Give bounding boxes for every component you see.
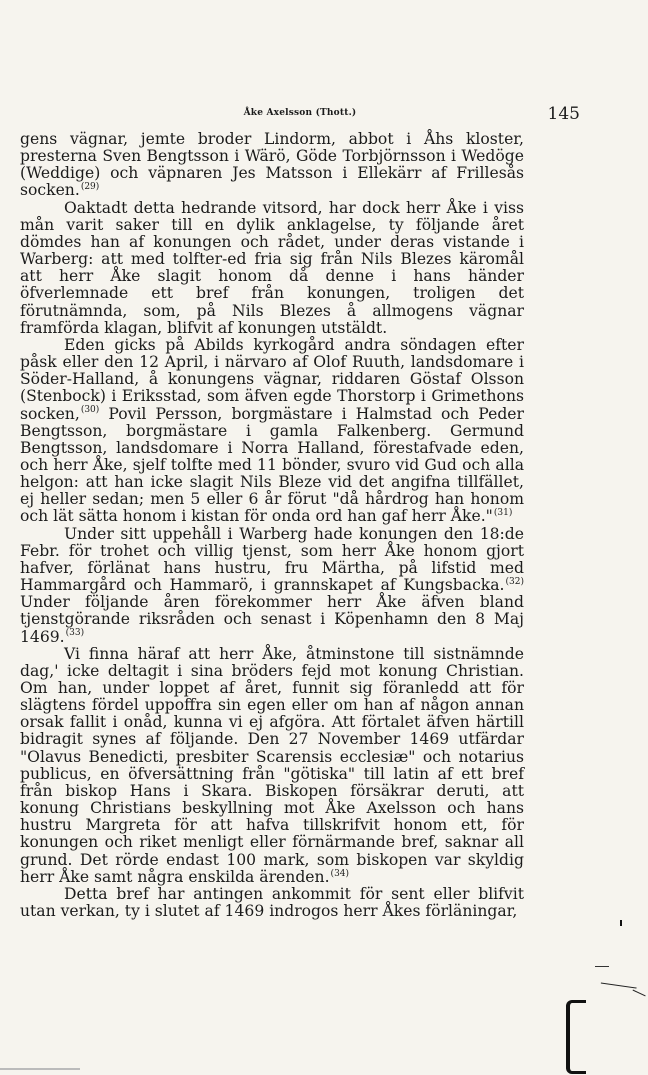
page-edge-flourish — [628, 990, 645, 1006]
footnote-ref: ( $^{29}$ ) — [81, 182, 99, 192]
page-bottom-rule — [0, 1068, 80, 1070]
paragraph-text: Under sitt uppehåll i Warberg hade konungen den 18:de Febr. för trohet och villig tjenst, som herr Åke honom gjort hafver, förlänat hans hustru, fru Märtha, på lifstid med Hammargård och Hammarö, i grannskapet af Kungsbacka. — [20, 524, 524, 595]
page-edge-mark — [620, 920, 622, 926]
paragraph — [20, 526, 524, 646]
paragraph — [20, 337, 524, 526]
paragraph — [20, 886, 524, 920]
page-edge-bracket — [566, 1000, 586, 1074]
paragraph-text: Eden gicks på Abilds kyrkogård andra söndagen efter påsk eller den 12 April, i närvaro af Olof Ruuth, landsdomare i Söder-Halland, å konungens vägnar, riddaren Göstaf Olsson (Stenbock) i Eriksstad, som äfven egde Thorstorp i Grimethons socken, — [20, 335, 524, 423]
footnote-ref: ( $^{34}$ ) — [331, 869, 349, 879]
footnote-ref: ( $^{32}$ ) — [506, 577, 524, 587]
paragraph-text: Vi finna häraf att herr Åke, åtminstone till sistnämnde dag,' icke deltagit i sina bröders fejd mot konung Christian. Om han, under loppet af året, funnit sig föranledd att för slägtens fördel uppoffra sin egen eller om han af någon annan orsak fallit i onåd, kunna vi ej afgöra. Att förtalet äfven härtill bidragit synes af följande. Den 27 November 1469 utfärdar "Olavus Benedicti, presbiter Scarensis ecclesiæ" och notarius publicus, en öfversättning från "götiska" till latin af ett bref från biskop Hans i Skara. Biskopen försäkrar deruti, att konung Christians beskyllning mot Åke Axelsson och hans hustru Margreta för att hafva tillskrifvit honom ett, för konungen och riket menligt eller förnärmande bref, saknar all grund. Det rörde endast 100 mark, som biskopen var skyldig herr Åke samt några enskilda ärenden. — [20, 644, 524, 886]
footnote-ref: ( $^{30}$ ) — [81, 405, 99, 415]
paragraph — [20, 131, 524, 200]
footnote-ref: ( $^{33}$ ) — [66, 628, 84, 638]
paragraph-text: Povil Persson, borgmästare i Halmstad och Peder Bengtsson, borgmästare i gamla Falkenberg. Germund Bengtsson, landsdomare i Norra Halland, förestafvade eden, och herr Åke, sjelf tolfte med 11 bönder, svuro vid Gud och alla helgon: att han icke slagit Nils Bleze vid det angifna tillfället, ej heller sedan; men 5 eller 6 år förut "då hårdrog han honom och lät sätta honom i kistan för onda ord han gaf herr Åke." — [20, 404, 524, 526]
paragraph — [20, 200, 524, 337]
paragraph-text: Detta bref har antingen ankommit för sent eller blifvit utan verkan, ty i slutet af 1469 indrogos herr Åkes förläningar, — [20, 884, 524, 921]
running-title: Åke Axelsson (Thott.) — [243, 108, 357, 118]
paragraph-text: gens vägnar, jemte broder Lindorm, abbot i Åhs kloster, presterna Sven Bengtsson i Wärö, Göde Torbjörnsson i Wedöge (Weddige) och väpnaren Jes Matsson i Ellekärr af Frillesås socken. — [20, 130, 524, 200]
footnote-ref: ( $^{31}$ ) — [494, 508, 512, 518]
page-edge-dash — [595, 966, 609, 967]
paragraph-text: Oaktadt detta hedrande vitsord, har dock herr Åke i viss mån varit saker till en dylik anklagelse, ty följande året dömdes han af konungen och rådet, under deras vistande i Warberg: att med tolfter-ed fria sig från Nils Blezes käromål att herr Åke slagit honom då denne i hans händer öfverlemnade ett bref från konungen, troligen det förutnämnda, som, på Nils Blezes å allmogens vägnar framförda klagan, blifvit af konungen utstäldt. — [20, 198, 524, 337]
paragraph-text: Under följande åren förekommer herr Åke äfven bland tjenstgörande riksråden och senast i Köpenhamn den 8 Maj 1469. — [20, 593, 524, 646]
body-text — [20, 131, 524, 920]
page-number: 145 — [547, 104, 580, 124]
paragraph — [20, 646, 524, 886]
